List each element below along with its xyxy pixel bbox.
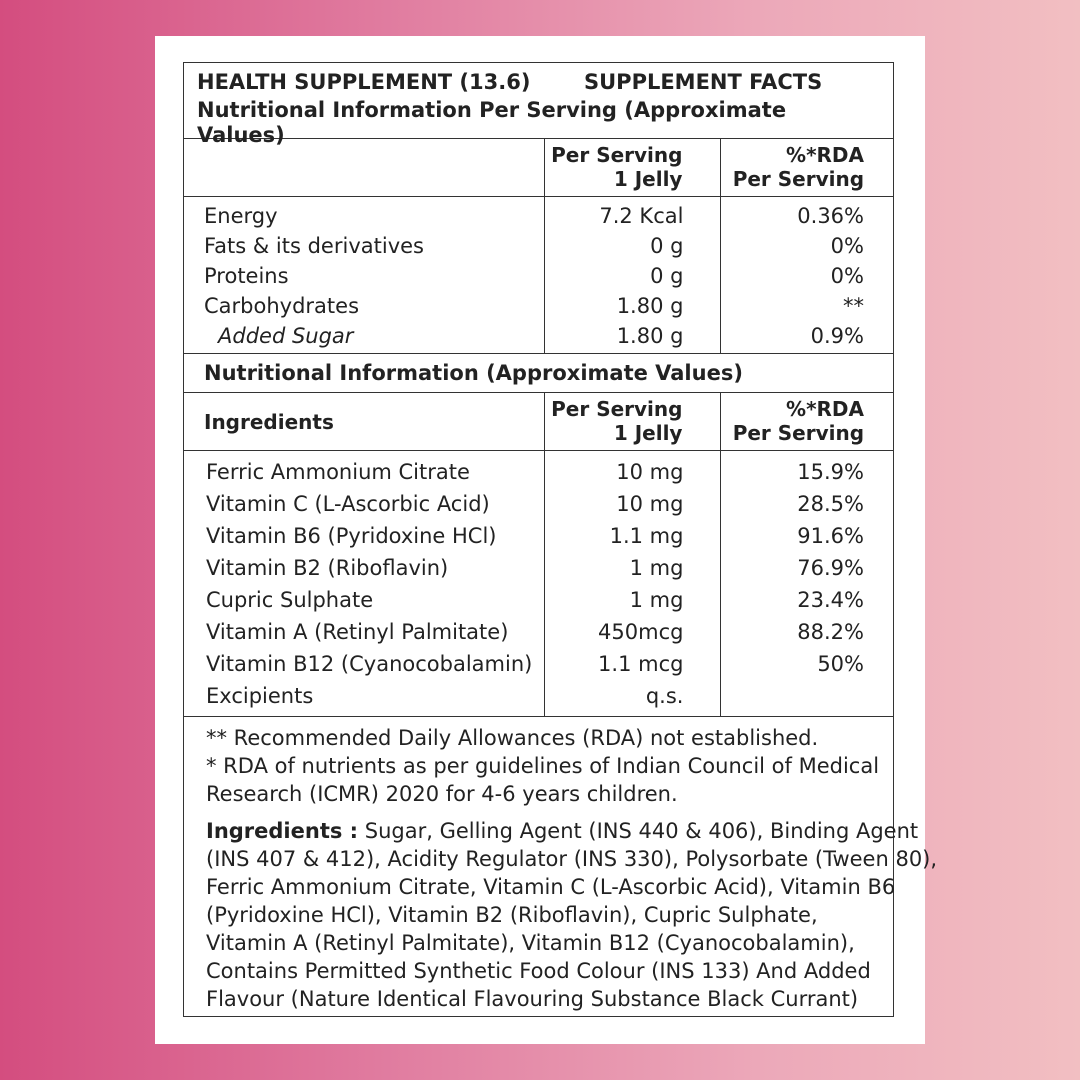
nutrient-name: Carbohydrates bbox=[204, 294, 360, 318]
ingredient-rda bbox=[721, 680, 864, 712]
ingredient-amount: q.s. bbox=[645, 684, 684, 708]
table1-names bbox=[184, 197, 544, 353]
ingredients-text: (Pyridoxine HCl), Vitamin B2 (Riboflavin), Cupric Sulphate, bbox=[206, 903, 818, 927]
footnote-icmr-line2: Research (ICMR) 2020 for 4-6 years children. bbox=[206, 782, 678, 806]
footnote-rda-not-established: ** Recommended Daily Allowances (RDA) not established. bbox=[206, 726, 819, 750]
nutrient-rda: 0.9% bbox=[810, 324, 864, 348]
ingredient-amount: 10 mg bbox=[616, 492, 684, 516]
table1-body bbox=[184, 197, 893, 354]
ingredient-name: Vitamin A (Retinyl Palmitate) bbox=[206, 620, 509, 644]
nutrient-name: Proteins bbox=[204, 264, 289, 288]
nutrient-rda: 0% bbox=[830, 234, 864, 258]
ingredient-rda: 76.9% bbox=[797, 556, 864, 580]
ingredients-text: (INS 407 & 412), Acidity Regulator (INS 330), Polysorbate (Tween 80), bbox=[206, 847, 938, 871]
nutrient-name: Fats & its derivatives bbox=[204, 234, 424, 258]
table2-names bbox=[184, 451, 544, 716]
ingredient-name: Vitamin C (L-Ascorbic Acid) bbox=[206, 492, 490, 516]
ingredient-name: Vitamin B12 (Cyanocobalamin) bbox=[206, 652, 533, 676]
table1-col2-header bbox=[544, 139, 722, 196]
ingredient-rda: 50% bbox=[817, 652, 864, 676]
ingredient-rda: 28.5% bbox=[797, 492, 864, 516]
nutrient-name: Energy bbox=[204, 204, 278, 228]
facts-title: SUPPLEMENT FACTS bbox=[584, 70, 823, 94]
col3-header-line1: %*RDA bbox=[786, 397, 865, 421]
ingredients-label: Ingredients : bbox=[206, 819, 359, 843]
nutrient-amount: 1.80 g bbox=[616, 294, 684, 318]
col2-header-line2: 1 Jelly bbox=[613, 167, 683, 191]
supplement-facts-panel bbox=[183, 62, 938, 1017]
footnotes-section bbox=[184, 717, 938, 1013]
nutrient-rda: 0.36% bbox=[797, 204, 864, 228]
nutrient-rda: 0% bbox=[830, 264, 864, 288]
table1-column-header bbox=[184, 139, 893, 197]
ingredients-text: Sugar, Gelling Agent (INS 440 & 406), Binding Agent bbox=[358, 819, 919, 843]
ingredient-amount: 1 mg bbox=[629, 588, 684, 612]
section2-title: Nutritional Information (Approximate Values) bbox=[184, 354, 893, 393]
table1-rda bbox=[721, 197, 893, 353]
col2-header-line2: 1 Jelly bbox=[613, 421, 683, 445]
table2-col3-header bbox=[721, 393, 893, 450]
ingredient-name: Excipients bbox=[206, 684, 314, 708]
ingredient-rda: 91.6% bbox=[797, 524, 864, 548]
ingredients-text: Ferric Ammonium Citrate, Vitamin C (L-Ascorbic Acid), Vitamin B6 bbox=[206, 875, 896, 899]
ingredient-amount: 450mcg bbox=[598, 620, 684, 644]
ingredient-name: Vitamin B6 (Pyridoxine HCl) bbox=[206, 524, 497, 548]
table2-col1-header: Ingredients bbox=[204, 409, 334, 434]
nutrient-amount: 0 g bbox=[650, 264, 684, 288]
nutrient-rda: ** bbox=[843, 294, 864, 318]
ingredient-amount: 1.1 mcg bbox=[598, 652, 684, 676]
ingredients-paragraph bbox=[206, 817, 938, 1013]
nutrient-name: Added Sugar bbox=[218, 324, 354, 348]
ingredients-text: Vitamin A (Retinyl Palmitate), Vitamin B12 (Cyanocobalamin), bbox=[206, 931, 855, 955]
product-title: HEALTH SUPPLEMENT (13.6) bbox=[197, 70, 531, 94]
col3-header-line2: Per Serving bbox=[732, 421, 865, 445]
ingredient-rda: 88.2% bbox=[797, 620, 864, 644]
table2-amounts bbox=[544, 451, 722, 716]
col2-header-line1: Per Serving bbox=[551, 143, 683, 167]
ingredient-amount: 1.1 mg bbox=[609, 524, 684, 548]
table1-amounts bbox=[544, 197, 722, 353]
ingredient-rda: 15.9% bbox=[797, 460, 864, 484]
table2-rda bbox=[721, 451, 893, 716]
ingredient-name: Vitamin B2 (Riboflavin) bbox=[206, 556, 449, 580]
panel-subtitle: Nutritional Information Per Serving (Approximate Values) bbox=[197, 98, 787, 148]
ingredients-text: Contains Permitted Synthetic Food Colour (INS 133) And Added bbox=[206, 959, 871, 983]
col3-header-line2: Per Serving bbox=[732, 167, 865, 191]
col3-header-line1: %*RDA bbox=[786, 143, 865, 167]
label-card bbox=[155, 36, 938, 1044]
ingredient-amount: 10 mg bbox=[616, 460, 684, 484]
footnote-icmr-line1: * RDA of nutrients as per guidelines of Indian Council of Medical bbox=[206, 754, 880, 778]
ingredients-text: Flavour (Nature Identical Flavouring Substance Black Currant) bbox=[206, 987, 859, 1011]
table2-col2-header bbox=[544, 393, 722, 450]
ingredient-name: Cupric Sulphate bbox=[206, 588, 374, 612]
nutrient-amount: 0 g bbox=[650, 234, 684, 258]
nutrient-amount: 1.80 g bbox=[616, 324, 684, 348]
nutrient-amount: 7.2 Kcal bbox=[599, 204, 684, 228]
ingredient-rda: 23.4% bbox=[797, 588, 864, 612]
table2-column-header bbox=[184, 393, 893, 451]
table1-col1-header bbox=[184, 139, 544, 196]
table2-body bbox=[184, 451, 893, 717]
panel-header bbox=[184, 63, 893, 148]
ingredient-amount: 1 mg bbox=[629, 556, 684, 580]
table1-col3-header bbox=[721, 139, 893, 196]
col2-header-line1: Per Serving bbox=[551, 397, 683, 421]
ingredient-name: Ferric Ammonium Citrate bbox=[206, 460, 470, 484]
